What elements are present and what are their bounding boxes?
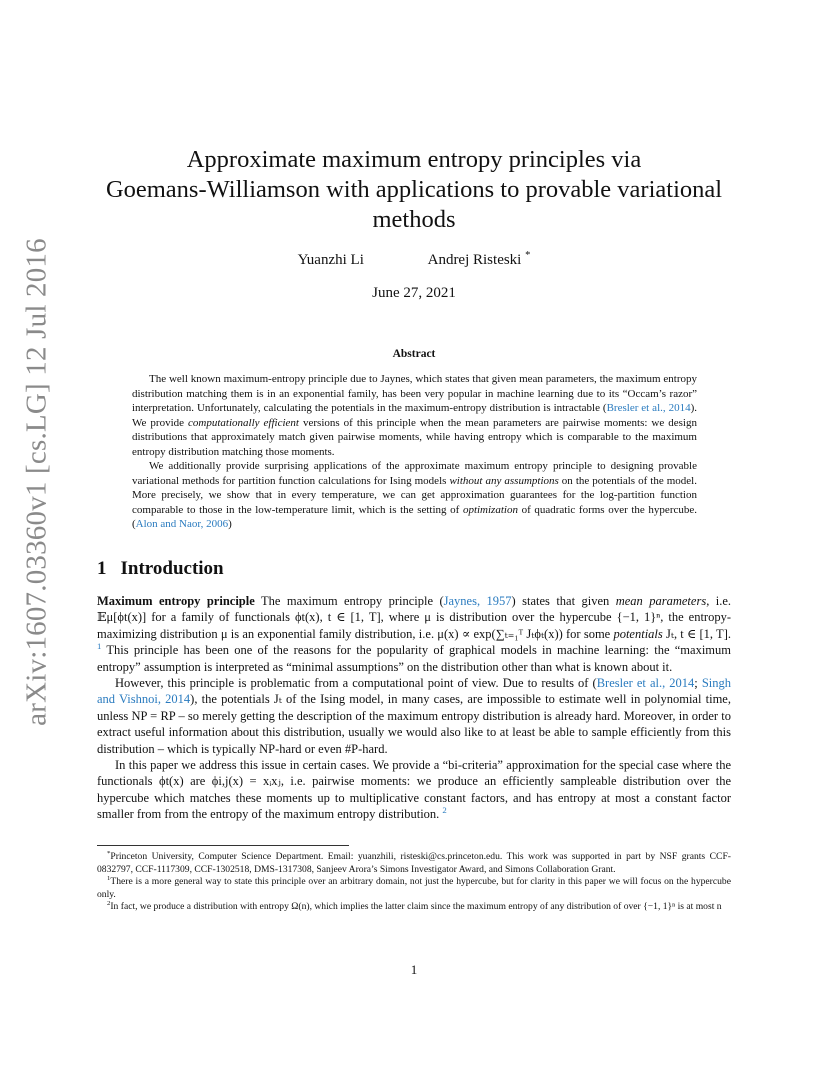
footnotes	[97, 851, 731, 914]
footnote-link[interactable]: 1	[97, 641, 102, 652]
arxiv-identifier: arXiv:1607.03360v1 [cs.LG] 12 Jul 2016	[20, 238, 53, 726]
author-footnote-mark: *	[525, 250, 531, 261]
title-line: methods	[372, 206, 456, 233]
section-heading	[97, 558, 224, 580]
abstract-paragraph: The well known maximum-entropy principle due to Jaynes, which states that given mean parameters, the maximum entropy distribution matching them is in an exponential family, has been very popular in machine learning due to its “Occam’s razor” interpretation. Unfortunately, calculating the potentials in the maximum-entropy distribution is intractable (Bresler et al., 2014). We provide computationally efficient versions of this principle when the mean parameters are pairwise moments: we design distributions that approximately match given pairwise moments, while having entropy which is comparable to the maximum entropy distribution matching those moments.	[132, 373, 697, 458]
page-number: 1	[410, 962, 418, 977]
introduction-body	[97, 593, 731, 823]
citation-link[interactable]: Bresler et al., 2014	[606, 402, 691, 414]
body-paragraph: Maximum entropy principle The maximum entropy principle (Jaynes, 1957) states that given mean parameters, i.e. 𝔼μ[ϕt(x)] for a family of functionals ϕt(x), t ∈ [1, T], where μ is distribution over the hypercube {−1, 1}ⁿ, the entropy-maximizing distribution μ is an exponential family distribution, i.e. μ(x) ∝ exp(∑ₜ₌₁ᵀ Jₜϕₜ(x)) for some potentials Jₜ, t ∈ [1, T]. $^1$ This principle has been one of the reasons for the popularity of graphical models in machine learning: the “maximum entropy” assumption is interpreted as “minimal assumptions” on the distribution other than what is known about it.	[97, 594, 732, 674]
citation-link[interactable]: Jaynes, 1957	[443, 594, 512, 608]
abstract-heading: Abstract	[392, 348, 436, 360]
footnote: $^2$In fact, we produce a distribution with entropy Ω(n), which implies the latter claim since the maximum entropy of any distribution of over {−1, 1}ⁿ is at most n	[107, 899, 722, 912]
body-paragraph: However, this principle is problematic from a computational point of view. Due to results of (Bresler et al., 2014; Singh and Vishnoi, 2014), the potentials Jₜ of the Ising model, in many cases, are impossible to estimate well in polynomial time, unless NP = RP – so merely getting the description of the maximum entropy distribution is already hard. Moreover, in order to extract useful information about this distribution, usually we would also like to at least be able to sample efficiently from this distribution – which is typically NP-hard or even #P-hard.	[97, 676, 732, 756]
citation-link[interactable]: Bresler et al., 2014	[596, 676, 695, 691]
footnote-divider	[97, 845, 349, 846]
author-name: Andrej Risteski	[427, 252, 522, 268]
section-number: 1	[97, 558, 107, 579]
paragraph-lead: Maximum entropy principle	[97, 594, 255, 608]
arxiv-sidebar-stamp	[20, 238, 53, 726]
title-line: Approximate maximum entropy principles via	[186, 146, 642, 173]
body-paragraph: In this paper we address this issue in certain cases. We provide a “bi-criteria” approximation for the special case where the functionals ϕt(x) are ϕi,j(x) = xᵢxⱼ, i.e. pairwise moments: we produce an efficiently sampleable distribution over the hypercube which matches these moments up to multiplicative constant factors, and has entropy at most a constant factor smaller from from the entropy of the maximum entropy distribution. $^2$	[97, 758, 731, 822]
author-entry	[428, 252, 531, 269]
paper-title	[80, 145, 748, 235]
citation-link[interactable]: Alon and Naor, 2006	[135, 518, 229, 530]
footnote-link[interactable]: 2	[442, 805, 447, 816]
section-title: Introduction	[120, 558, 224, 579]
paper-date: June 27, 2021	[372, 285, 456, 301]
abstract-body	[132, 372, 697, 532]
title-line: Goemans-Williamson with applications to provable variational	[105, 176, 723, 203]
author-list	[0, 252, 828, 269]
footnote: *Princeton University, Computer Science Department. Email: yuanzhili, risteski@cs.princeton.edu. This work was supported in part by NSF grants CCF-0832797, CCF-1117309, CCF-1302518, DMS-1317308, Sanjeev Arora’s Simons Investigator Award, and Simons Collaboration Grant.	[97, 849, 731, 875]
footnote: $^1$There is a more general way to state this principle over an arbitrary domain, not just the hypercube, but for clarity in this paper we will focus on the hypercube only.	[97, 874, 731, 900]
citation-link[interactable]: Singh and Vishnoi, 2014	[97, 676, 732, 707]
abstract-paragraph: We additionally provide surprising applications of the approximate maximum entropy principle to designing provable variational methods for partition function calculations for Ising models without any assumptions on the potentials of the model. More precisely, we show that in every temperature, we can get approximation guarantees for the log-partition function comparable to those in the low-temperature limit, which is the setting of optimization of quadratic forms over the hypercube. (Alon and Naor, 2006)	[132, 460, 697, 530]
author-name: Yuanzhi Li	[297, 252, 364, 268]
